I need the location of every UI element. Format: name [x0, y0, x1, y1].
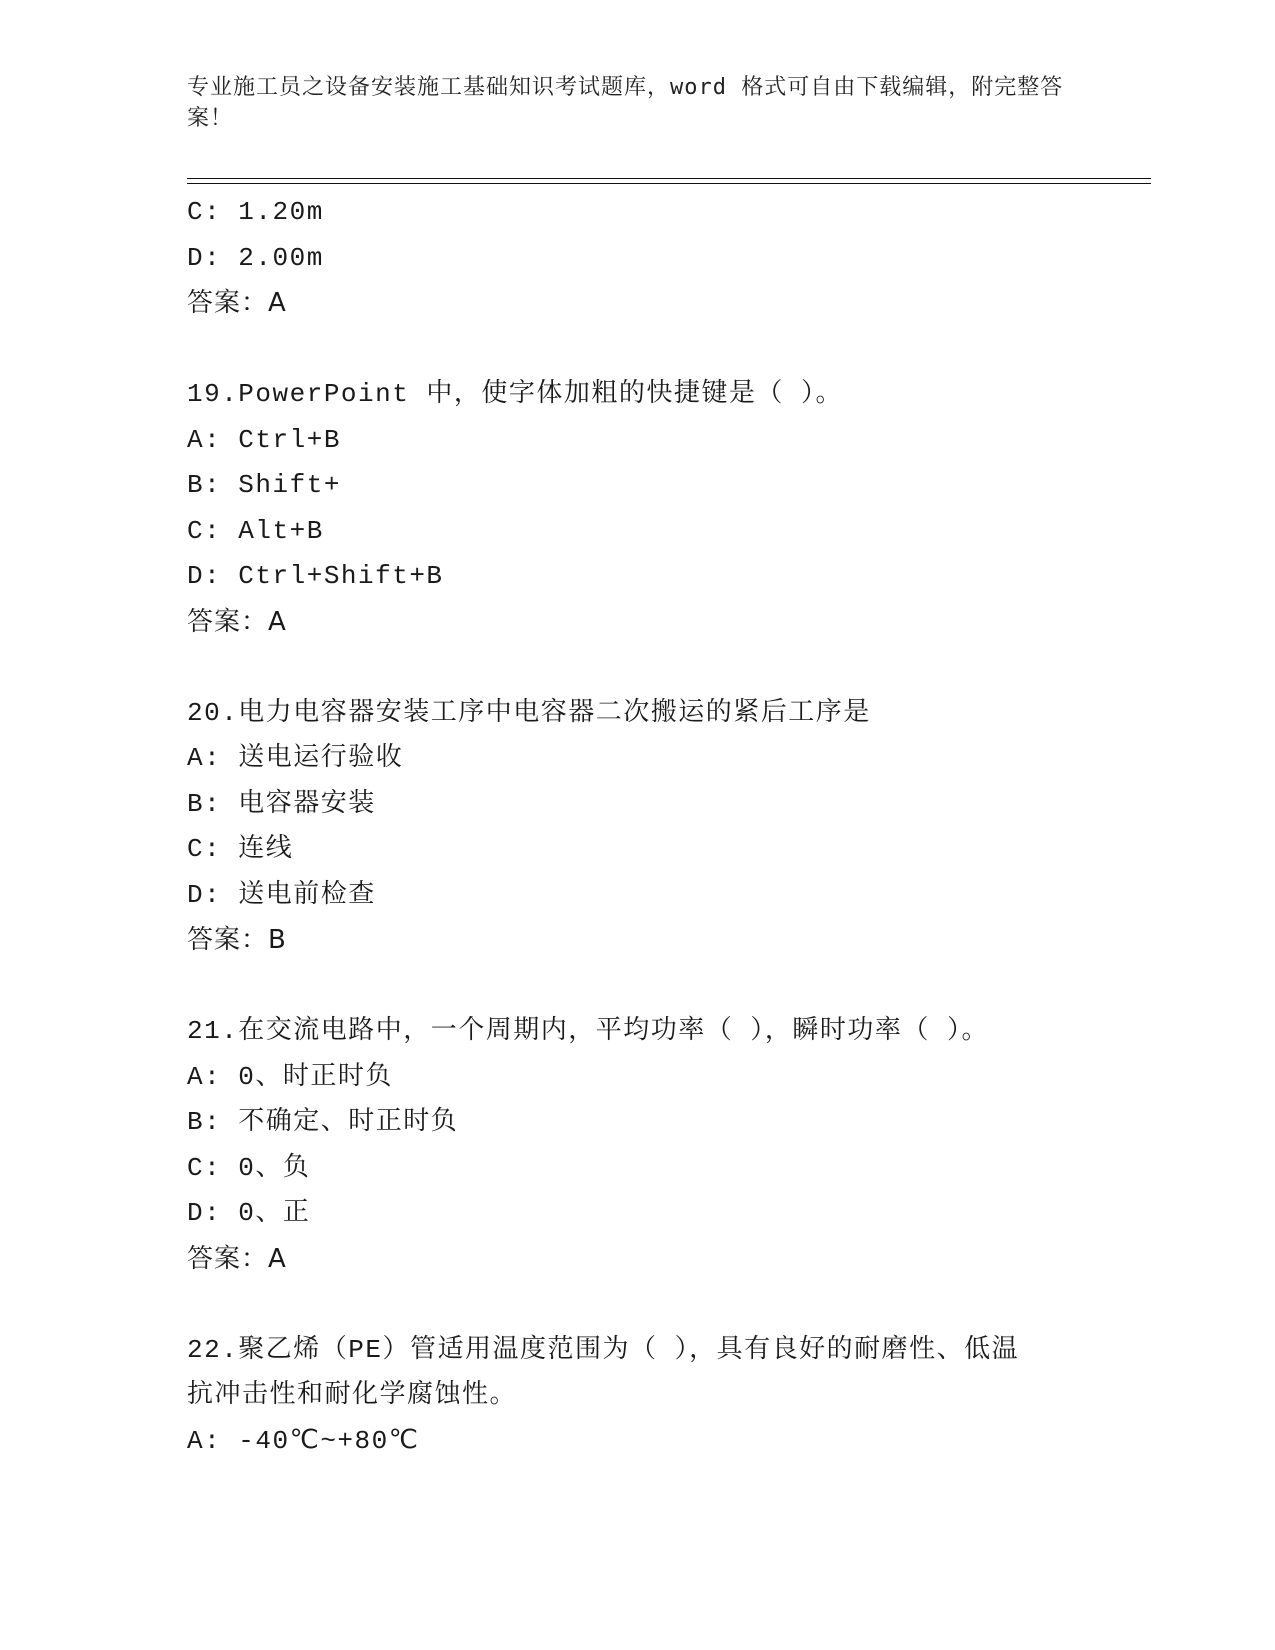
option-c: C: 连线 [187, 834, 294, 864]
answer-label: 答案：A [187, 1243, 287, 1274]
option-b: B: 不确定、时正时负 [187, 1107, 459, 1137]
spacer [187, 964, 1151, 1010]
spacer [187, 645, 1151, 691]
option-a: A: 0、时正时负 [187, 1061, 393, 1092]
header-divider-top [187, 178, 1151, 179]
option-d: D: 0、正 [187, 1198, 311, 1228]
question-22 [187, 1328, 1151, 1465]
question-stem: 19.PowerPoint 中，使字体加粗的快捷键是（ ）。 [187, 379, 844, 409]
question-stem: 20.电力电容器安装工序中电容器二次搬运的紧后工序是 [187, 697, 871, 728]
option-c: C: 0、负 [187, 1152, 311, 1183]
option-d: D: Ctrl+Shift+B [187, 561, 444, 591]
option-c: C: 1.20m [187, 197, 324, 227]
option-a: A: -40℃~+80℃ [187, 1425, 420, 1456]
option-b: B: Shift+ [187, 470, 341, 500]
question-19 [187, 372, 1151, 645]
question-list [187, 190, 1151, 1464]
option-a: A: Ctrl+B [187, 424, 341, 455]
question-stem-line-1: 22.聚乙烯（PE）管适用温度范围为（ ），具有良好的耐磨性、低温 [187, 1334, 1020, 1365]
spacer [187, 1282, 1151, 1328]
header-divider-bottom [187, 183, 1151, 184]
option-b: B: 电容器安装 [187, 788, 376, 819]
question-21 [187, 1009, 1151, 1282]
option-d: D: 送电前检查 [187, 879, 376, 910]
option-d: D: 2.00m [187, 242, 324, 273]
page-header-title: 专业施工员之设备安装施工基础知识考试题库，word 格式可自由下载编辑，附完整答案！ [187, 75, 1064, 131]
option-a: A: 送电运行验收 [187, 743, 404, 773]
question-18-tail [187, 190, 1151, 327]
answer-label: 答案：B [187, 925, 287, 955]
answer-label: 答案：A [187, 288, 287, 318]
question-stem: 21.在交流电路中，一个周期内，平均功率（ ），瞬时功率（ ）。 [187, 1016, 990, 1046]
spacer [187, 327, 1151, 373]
question-stem-line-2: 抗冲击性和耐化学腐蚀性。 [187, 1380, 518, 1410]
option-c: C: Alt+B [187, 515, 324, 546]
answer-label: 答案：A [187, 606, 287, 637]
question-20 [187, 691, 1151, 964]
